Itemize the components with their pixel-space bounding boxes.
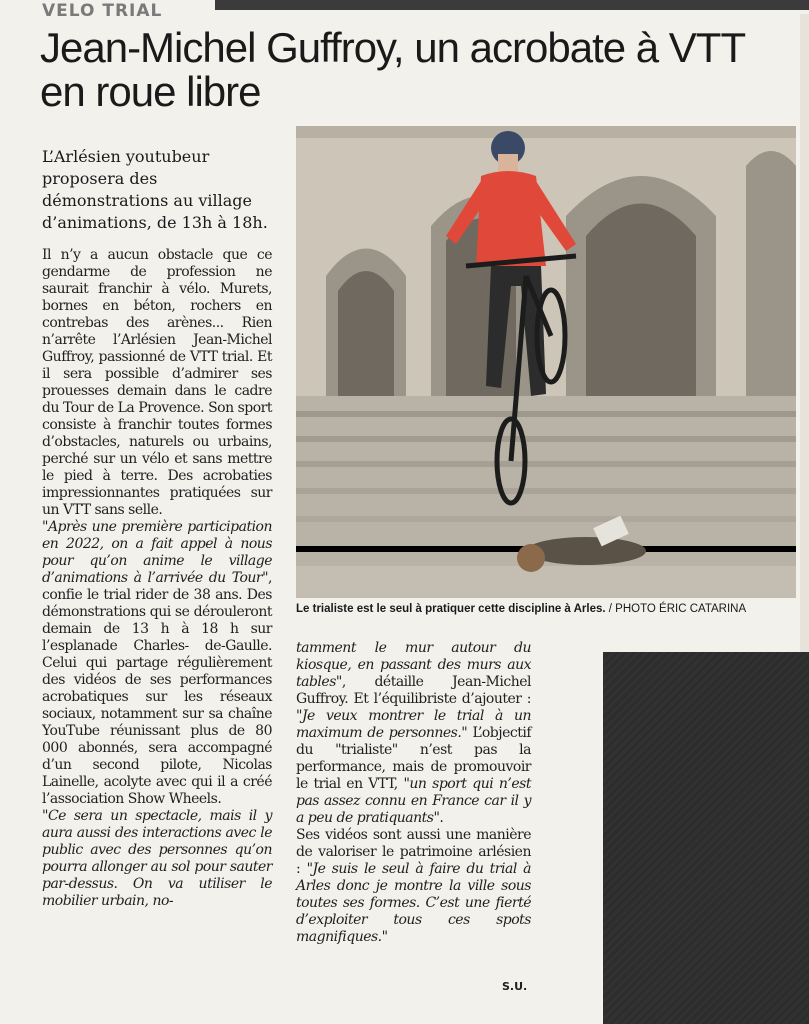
headline: Jean-Michel Guffroy, un acrobate à VTT en roue libre: [40, 24, 745, 115]
quote-text: "un sport qui n’est pas assez connu en France car il y a peu de pratiquants": [296, 776, 531, 826]
caption-text: Le trialiste est le seul à pratiquer cette discipline à Arles.: [296, 603, 606, 615]
section-rubric: VELO TRIAL: [42, 1, 163, 21]
body-text: , détaille Jean-Michel Guffroy. Et l’équilibriste d’ajouter :: [296, 674, 531, 707]
article-photo: [296, 126, 796, 598]
body-paragraph: [42, 247, 272, 519]
body-text: Il n’y a aucun obstacle que ce gendarme de profession ne saurait franchir à vélo. Murets, bornes en béton, rochers en contrebas des arènes... Rien n’arrête l’Arlésien Jean-Michel Guffroy, passionné de VTT trial. Et il sera possible d’admirer ses prouesses demain dans le cadre du Tour de La Provence. Son sport consiste à franchir toutes formes d’obstacles, naturels ou urbains, perché sur un vélo et sans mettre le pied à terre. Des acrobaties impressionnantes pratiquées sur un VTT sans selle.: [42, 247, 272, 518]
photo-illustration: [296, 126, 796, 598]
body-text: .: [439, 810, 444, 826]
quote-text: "Je suis le seul à faire du trial à Arles donc je montre la ville sous toutes ses formes. C’est une fierté d’exploiter tous ces spots magnifiques.": [296, 861, 531, 945]
body-paragraph: [296, 827, 531, 946]
body-paragraph: [296, 640, 531, 827]
quote-text: "Après une première participation en 2022, on a fait appel à nous pour qu’on anime le village d’animations à l’arrivée du Tour": [42, 519, 272, 586]
body-text: L’objectif du "trialiste" n’est pas la performance, mais de promouvoir le trial en VTT,: [296, 725, 532, 792]
photo-credit: / PHOTO ÉRIC CATARINA: [605, 603, 747, 615]
body-paragraph: [42, 519, 272, 808]
lead-paragraph: L’Arlésien youtubeur proposera des démonstrations au village d’animations, de 13h à 18h.: [42, 147, 268, 232]
top-dark-band: [215, 0, 809, 10]
background-texture: [603, 652, 809, 1024]
quote-text: tamment le mur autour du kiosque, en passant des murs aux tables": [296, 640, 531, 690]
quote-text: "Ce sera un spectacle, mais il y aura aussi des interactions avec le public avec des personnes qu’on pourra allonger au sol pour sauter par-dessus. On va utiliser le mobilier urbain, no-: [42, 808, 272, 909]
body-text: , confie le trial rider de 38 ans. Des démonstrations qui se dérouleront demain de 13 h à 18 h sur l’esplanade Charles- de-Gaulle. Celui qui partage régulièrement des vidéos de ses performances acrobatiques sur les réseaux sociaux, notamment sur sa chaîne YouTube réunissant plus de 80 000 abonnés, sera accompagné d’un second pilote, Nicolas Lainelle, acolyte avec qui il a créé l’association Show Wheels.: [42, 570, 272, 807]
article-column-2: [296, 640, 531, 946]
body-text: Ses vidéos sont aussi une manière de valoriser le patrimoine arlésien :: [296, 827, 531, 877]
quote-text: "Je veux montrer le trial à un maximum de personnes.": [296, 708, 531, 741]
body-paragraph: [42, 808, 272, 910]
author-signature: S.U.: [502, 980, 528, 993]
photo-caption: [296, 603, 796, 615]
page-edge: [800, 14, 809, 652]
article-column-1: [42, 247, 272, 910]
dark-background-area: [603, 652, 809, 1024]
